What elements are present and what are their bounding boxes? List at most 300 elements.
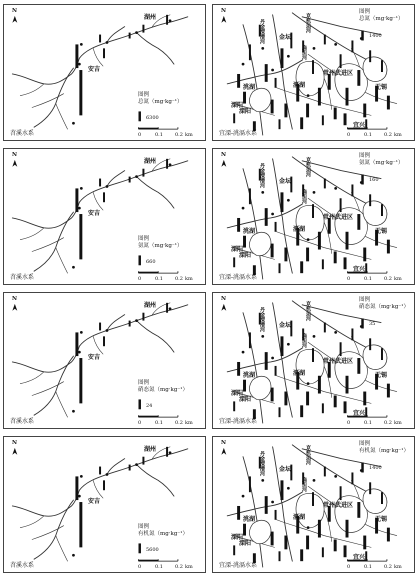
- concentration-bar: [346, 376, 349, 394]
- sampling-site-marker: [78, 495, 81, 498]
- sampling-site-marker: [334, 43, 337, 46]
- concentration-bar: [271, 532, 274, 546]
- concentration-bar: [166, 447, 168, 457]
- scale-tick-2: 0.2: [175, 420, 183, 426]
- concentration-bar: [300, 549, 303, 561]
- concentration-bar: [318, 88, 321, 106]
- concentration-bar: [237, 74, 240, 88]
- north-arrow-icon: [12, 16, 17, 23]
- concentration-bar: [322, 115, 324, 125]
- legend-item-label: 总氮（mg·kg⁻¹）: [138, 99, 183, 105]
- sampling-site-marker: [169, 451, 172, 454]
- map-canvas: [4, 293, 205, 428]
- concentration-bar: [129, 465, 131, 471]
- scale-tick-1: 0.1: [364, 132, 372, 138]
- legend-value: 1400: [369, 33, 382, 39]
- river-line: [56, 392, 68, 418]
- sampling-site-marker: [80, 187, 83, 190]
- concentration-bar: [334, 251, 337, 263]
- sampling-site-marker: [106, 185, 109, 188]
- concentration-bar: [99, 35, 101, 43]
- river-line: [273, 159, 293, 273]
- place-label: 京杭运河: [305, 301, 311, 321]
- concentration-bar: [99, 467, 101, 475]
- river-line: [20, 84, 44, 96]
- concentration-bar: [280, 48, 283, 68]
- sampling-site-marker: [78, 207, 81, 210]
- legend-item-label: 有机氮（mg·kg⁻¹）: [359, 448, 409, 454]
- concentration-bar: [346, 88, 349, 106]
- legend-bar-symbol: [138, 111, 140, 121]
- concentration-bar: [166, 159, 168, 169]
- concentration-bar: [351, 184, 353, 196]
- place-label: 湖州: [144, 158, 157, 165]
- concentration-bar: [340, 342, 342, 356]
- concentration-bar: [265, 208, 268, 226]
- concentration-bar: [99, 323, 101, 331]
- sampling-site-marker: [169, 19, 172, 22]
- legend-value: 5600: [146, 547, 159, 553]
- place-label: 无锡: [375, 372, 388, 379]
- river-line: [34, 500, 73, 559]
- river-line: [137, 177, 174, 209]
- place-label: 溧阳: [231, 102, 244, 109]
- legend-title: 图例: [138, 92, 150, 98]
- concentration-bar: [75, 332, 78, 356]
- map-panel-yili-nitrate-n: [212, 292, 415, 429]
- scale-unit: km: [185, 564, 193, 570]
- concentration-bar: [280, 336, 283, 356]
- place-label: 溧阳: [231, 390, 244, 397]
- place-label: 金坛: [279, 34, 292, 41]
- concentration-bar: [357, 214, 360, 230]
- water-system-name: 宜溧-洮滆水系: [219, 562, 258, 569]
- sampling-site-marker: [307, 238, 310, 241]
- place-label: 常州武进区: [323, 358, 354, 365]
- concentration-bar: [265, 352, 268, 370]
- sampling-site-marker: [106, 329, 109, 332]
- river-line: [79, 446, 187, 490]
- sampling-site-marker: [271, 357, 274, 360]
- concentration-bar: [103, 480, 105, 490]
- concentration-bar: [237, 218, 240, 232]
- legend-title: 图例: [359, 297, 371, 303]
- river-line: [20, 516, 44, 528]
- concentration-bar: [79, 214, 82, 259]
- concentration-bar: [318, 376, 321, 394]
- map-canvas: [4, 5, 205, 140]
- scale-bar-segment: [138, 272, 158, 273]
- lake-outline: [363, 489, 387, 513]
- north-label: N: [12, 8, 18, 14]
- north-label: N: [221, 296, 227, 302]
- sampling-site-marker: [287, 199, 290, 202]
- concentration-bar: [265, 64, 268, 82]
- legend-item-label: 有机氮（mg·kg⁻¹）: [138, 531, 188, 537]
- concentration-bar: [233, 401, 235, 411]
- scale-tick-2: 0.2: [175, 564, 183, 570]
- river-line: [93, 48, 103, 66]
- river-line: [137, 33, 174, 65]
- map-panel-yili-ammonia-n: [212, 148, 415, 285]
- sampling-site-marker: [271, 501, 274, 504]
- sampling-site-marker: [106, 41, 109, 44]
- concentration-bar: [300, 117, 303, 129]
- map-panel-yili-total-n: [212, 4, 415, 141]
- sampling-site-marker: [313, 47, 316, 50]
- sampling-site-marker: [72, 266, 75, 269]
- concentration-bar: [249, 188, 251, 204]
- concentration-bar: [275, 222, 277, 232]
- map-panel-tiaoxi-organic-n: [3, 436, 206, 573]
- place-label: 无锡: [375, 228, 388, 235]
- scale-tick-1: 0.1: [155, 276, 163, 282]
- concentration-bar: [351, 472, 353, 484]
- concentration-bar: [280, 480, 283, 500]
- north-arrow-icon: [221, 304, 226, 311]
- sampling-site-marker: [313, 335, 316, 338]
- concentration-bar: [381, 348, 383, 360]
- concentration-bar: [166, 303, 168, 313]
- sampling-site-marker: [287, 487, 290, 490]
- legend-bar-symbol: [361, 175, 363, 185]
- concentration-bar: [340, 54, 342, 68]
- place-label: 溧阳: [239, 252, 252, 259]
- river-line: [12, 346, 79, 372]
- concentration-bar: [369, 50, 371, 62]
- concentration-bar: [280, 192, 283, 212]
- place-label: 安吉: [88, 66, 101, 73]
- concentration-bar: [346, 520, 349, 538]
- north-arrow-icon: [221, 16, 226, 23]
- north-label: N: [12, 152, 18, 158]
- concentration-bar: [142, 169, 144, 177]
- lake-outline: [363, 57, 387, 81]
- place-label: 无锡: [375, 84, 388, 91]
- scale-tick-0: 0: [138, 564, 142, 570]
- concentration-bar: [271, 244, 274, 258]
- water-system-name: 宜溧-洮滆水系: [219, 418, 258, 425]
- place-label: 扁担河: [301, 45, 307, 60]
- sampling-site-marker: [313, 479, 316, 482]
- river-line: [20, 228, 44, 240]
- concentration-bar: [271, 388, 274, 402]
- scale-unit: km: [394, 132, 402, 138]
- map-canvas: [213, 149, 414, 284]
- sampling-site-marker: [80, 475, 83, 478]
- sampling-site-marker: [106, 473, 109, 476]
- concentration-bar: [357, 502, 360, 518]
- scale-tick-0: 0: [347, 276, 351, 282]
- concentration-bar: [387, 96, 390, 110]
- concentration-bar: [166, 15, 168, 25]
- concentration-bar: [237, 506, 240, 520]
- river-line: [107, 459, 125, 475]
- sampling-site-marker: [242, 495, 245, 498]
- concentration-bar: [243, 524, 246, 536]
- scale-tick-0: 0: [347, 420, 351, 426]
- river-line: [20, 372, 44, 384]
- scale-unit: km: [185, 276, 193, 282]
- concentration-bar: [129, 321, 131, 327]
- place-label: 扁担河: [301, 477, 307, 492]
- concentration-bar: [129, 33, 131, 39]
- sampling-site-marker: [334, 475, 337, 478]
- scale-tick-2: 0.2: [384, 276, 392, 282]
- legend-value: 24: [146, 403, 153, 409]
- legend-value: 35: [369, 321, 376, 327]
- concentration-bar: [369, 482, 371, 494]
- concentration-bar: [387, 384, 390, 398]
- place-label: 金坛: [279, 178, 292, 185]
- sampling-site-marker: [271, 69, 274, 72]
- sampling-site-marker: [72, 410, 75, 413]
- place-label: 常州武进区: [323, 70, 354, 77]
- lake-outline: [249, 520, 270, 543]
- concentration-bar: [357, 70, 360, 86]
- lake-outline: [363, 345, 387, 369]
- river-line: [137, 465, 174, 497]
- concentration-bar: [324, 323, 326, 333]
- concentration-bar: [237, 362, 240, 376]
- place-label: 溧阳: [231, 246, 244, 253]
- place-label: 京杭运河: [305, 13, 311, 33]
- concentration-bar: [99, 179, 101, 187]
- north-label: N: [221, 152, 227, 158]
- place-label: 扁担河: [301, 189, 307, 204]
- concentration-bar: [275, 510, 277, 520]
- sampling-site-marker: [80, 331, 83, 334]
- scale-tick-1: 0.1: [155, 132, 163, 138]
- river-line: [273, 15, 293, 129]
- place-label: 宜兴: [353, 554, 366, 561]
- river-line: [137, 321, 174, 353]
- concentration-bar: [284, 104, 287, 118]
- river-line: [56, 536, 68, 562]
- concentration-bar: [318, 232, 321, 250]
- river-line: [93, 336, 103, 354]
- concentration-bar: [249, 476, 251, 492]
- concentration-bar: [381, 492, 383, 504]
- legend-item-label: 氨氮（mg·kg⁻¹）: [138, 243, 183, 249]
- concentration-bar: [271, 100, 274, 114]
- place-label: 丹金溧漕河: [259, 451, 265, 476]
- scale-bar-segment: [138, 416, 158, 417]
- map-canvas: [4, 437, 205, 572]
- concentration-bar: [233, 113, 235, 123]
- map-panel-yili-organic-n: [212, 436, 415, 573]
- concentration-bar: [279, 407, 281, 417]
- legend-title: 图例: [138, 380, 150, 386]
- place-label: 滆湖: [293, 370, 306, 377]
- concentration-bar: [344, 257, 347, 269]
- river-line: [93, 480, 103, 498]
- place-label: 溧阳: [239, 396, 252, 403]
- concentration-bar: [243, 236, 246, 248]
- concentration-bar: [387, 240, 390, 254]
- scale-tick-2: 0.2: [175, 276, 183, 282]
- concentration-bar: [381, 204, 383, 216]
- place-label: 溧阳: [239, 540, 252, 547]
- north-arrow-icon: [12, 448, 17, 455]
- legend-value: 160: [369, 177, 379, 183]
- place-label: 安吉: [88, 354, 101, 361]
- sampling-site-marker: [72, 554, 75, 557]
- sampling-site-marker: [261, 191, 264, 194]
- north-label: N: [221, 440, 227, 446]
- legend-bar-symbol: [138, 255, 140, 265]
- scale-tick-0: 0: [138, 132, 142, 138]
- concentration-bar: [357, 358, 360, 374]
- concentration-bar: [103, 192, 105, 202]
- water-system-name: 宜溧-洮滆水系: [219, 130, 258, 137]
- concentration-bar: [103, 48, 105, 58]
- lake-outline: [249, 376, 270, 399]
- river-line: [273, 303, 293, 417]
- concentration-bar: [387, 528, 390, 542]
- place-label: 丹金溧漕河: [259, 19, 265, 44]
- place-label: 宜兴: [353, 410, 366, 417]
- concentration-bar: [363, 104, 366, 118]
- concentration-bar: [351, 328, 353, 340]
- concentration-bar: [249, 44, 251, 60]
- legend-bar-symbol: [361, 31, 363, 41]
- concentration-bar: [75, 476, 78, 500]
- concentration-bar: [334, 107, 337, 119]
- concentration-bar: [346, 232, 349, 250]
- scale-tick-0: 0: [138, 420, 142, 426]
- map-panel-tiaoxi-ammonia-n: [3, 148, 206, 285]
- water-system-name: 苕溪水系: [10, 274, 35, 281]
- place-label: 丹金溧漕河: [259, 163, 265, 188]
- lake-outline: [249, 88, 270, 111]
- sampling-site-marker: [242, 63, 245, 66]
- concentration-bar: [279, 119, 281, 129]
- concentration-bar: [306, 536, 309, 550]
- concentration-bar: [312, 492, 314, 506]
- sampling-site-marker: [135, 175, 138, 178]
- concentration-bar: [312, 348, 314, 362]
- concentration-bar: [322, 403, 324, 413]
- north-label: N: [221, 8, 227, 14]
- concentration-bar: [142, 457, 144, 465]
- concentration-bar: [243, 92, 246, 104]
- concentration-bar: [324, 35, 326, 45]
- legend-value: 660: [146, 259, 156, 265]
- concentration-bar: [75, 188, 78, 212]
- place-label: 常州武进区: [323, 214, 354, 221]
- legend-title: 图例: [359, 153, 371, 159]
- concentration-bar: [284, 392, 287, 406]
- river-line: [56, 104, 68, 130]
- concentration-bar: [79, 502, 82, 547]
- sampling-site-marker: [271, 213, 274, 216]
- legend-bar-symbol: [361, 463, 363, 473]
- map-canvas: [213, 5, 414, 140]
- place-label: 湖州: [144, 302, 157, 309]
- sampling-site-marker: [169, 163, 172, 166]
- concentration-bar: [300, 261, 303, 273]
- river-line: [93, 192, 103, 210]
- scale-tick-0: 0: [347, 564, 351, 570]
- lake-outline: [249, 232, 270, 255]
- sampling-site-marker: [135, 463, 138, 466]
- concentration-bar: [318, 520, 321, 538]
- concentration-bar: [142, 25, 144, 33]
- place-label: 安吉: [88, 498, 101, 505]
- sampling-site-marker: [287, 343, 290, 346]
- river-line: [12, 202, 79, 228]
- sampling-site-marker: [313, 191, 316, 194]
- concentration-bar: [344, 113, 347, 125]
- legend-title: 图例: [138, 524, 150, 530]
- north-arrow-icon: [221, 448, 226, 455]
- scale-unit: km: [185, 420, 193, 426]
- sampling-site-marker: [287, 55, 290, 58]
- river-line: [79, 302, 187, 346]
- sampling-site-marker: [261, 47, 264, 50]
- sampling-site-marker: [80, 43, 83, 46]
- water-system-name: 苕溪水系: [10, 130, 35, 137]
- legend-title: 图例: [138, 236, 150, 242]
- river-line: [56, 248, 68, 274]
- scale-tick-0: 0: [347, 132, 351, 138]
- scale-tick-1: 0.1: [155, 420, 163, 426]
- place-label: 安吉: [88, 210, 101, 217]
- concentration-bar: [306, 392, 309, 406]
- sampling-site-marker: [242, 351, 245, 354]
- sampling-site-marker: [307, 382, 310, 385]
- legend-bar-symbol: [138, 543, 140, 553]
- concentration-bar: [265, 496, 268, 514]
- sampling-site-marker: [307, 526, 310, 529]
- concentration-bar: [79, 358, 82, 403]
- river-line: [107, 171, 125, 187]
- river-line: [107, 315, 125, 331]
- concentration-bar: [129, 177, 131, 183]
- concentration-bar: [351, 40, 353, 52]
- concentration-bar: [275, 78, 277, 88]
- concentration-bar: [363, 392, 366, 406]
- map-canvas: [213, 437, 414, 572]
- place-label: 京杭运河: [305, 445, 311, 465]
- concentration-bar: [300, 405, 303, 417]
- scale-bar-segment: [138, 560, 158, 561]
- scale-bar-segment: [138, 128, 158, 129]
- sampling-site-marker: [307, 94, 310, 97]
- concentration-bar: [142, 313, 144, 321]
- place-label: 宜兴: [353, 266, 366, 273]
- legend-item-label: 硝态氮（mg·kg⁻¹）: [359, 304, 409, 310]
- legend-bar-symbol: [138, 399, 140, 409]
- map-canvas: [4, 149, 205, 284]
- concentration-bar: [324, 179, 326, 189]
- river-line: [12, 58, 79, 84]
- legend-item-label: 总氮（mg·kg⁻¹）: [359, 16, 404, 22]
- north-arrow-icon: [12, 160, 17, 167]
- lake-outline: [363, 201, 387, 225]
- place-label: 宜兴: [353, 122, 366, 129]
- legend-item-label: 硝态氮（mg·kg⁻¹）: [138, 387, 188, 393]
- sampling-site-marker: [334, 187, 337, 190]
- water-system-name: 苕溪水系: [10, 418, 35, 425]
- legend-value: 1400: [369, 465, 382, 471]
- place-label: 金坛: [279, 322, 292, 329]
- scale-tick-1: 0.1: [364, 276, 372, 282]
- place-label: 洮湖: [243, 84, 256, 91]
- concentration-bar: [381, 60, 383, 72]
- map-panel-tiaoxi-total-n: [3, 4, 206, 141]
